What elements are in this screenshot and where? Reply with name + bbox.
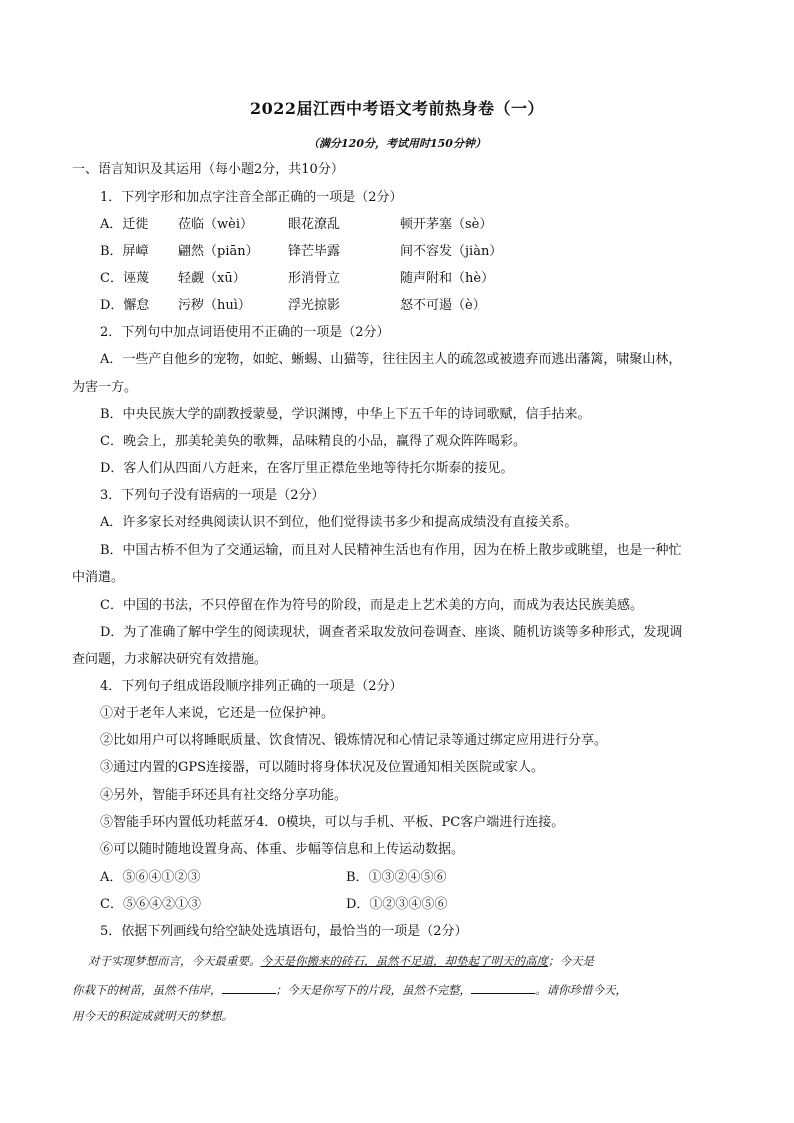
q5-passage-part3: 。请你珍惜今天，: [535, 983, 627, 997]
q5-blank-2: [471, 981, 535, 994]
q5-passage-lead: 对于实现梦想而言，今天最重要。: [88, 954, 261, 968]
q4-sentence-3: ③通过内置的GPS连接器，可以随时将身体状况及位置通知相关医院或家人。: [100, 760, 545, 775]
q3-stem: 3．下列句子没有语病的一项是（2分）: [100, 488, 325, 503]
q3-option-c: C．中国的书法，不只停留在作为符号的阶段，而是走上艺术美的方向，而成为表达民族美感。: [100, 598, 643, 613]
q4-sentence-2: ②比如用户可以将睡眠质量、饮食情况、锻炼情况和心情记录等通过绑定应用进行分享。: [100, 733, 608, 748]
q1-b-word2: 翩然（piān）: [178, 244, 259, 259]
q4-option-a: A．⑤⑥④①②③: [100, 870, 201, 885]
q1-c-word1: C．诬蔑: [100, 271, 149, 286]
q5-passage-part1: 你栽下的树苗，虽然不伟岸，: [72, 983, 222, 997]
q4-stem: 4．下列句子组成语段顺序排列正确的一项是（2分）: [100, 679, 403, 694]
q4-sentence-5: ⑤智能手环内置低功耗蓝牙4．0模块，可以与手机、平板、PC客户端进行连接。: [100, 815, 565, 830]
q1-a-word4: 顿开茅塞（sè）: [400, 217, 493, 232]
q1-a-word3: 眼花潦乱: [288, 217, 341, 232]
q1-d-word1: D．懈怠: [100, 298, 150, 313]
q2-option-d: D．客人们从四面八方赶来，在客厅里正襟危坐地等待托尔斯泰的接见。: [100, 461, 514, 476]
q1-b-word3: 锋芒毕露: [288, 244, 341, 259]
q3-option-d-line2: 查问题，力求解决研究有效措施。: [72, 652, 268, 667]
q1-a-word1: A．迁徙: [100, 217, 149, 232]
q5-blank-1: [222, 981, 276, 994]
q4-option-d: D．①②③④⑤⑥: [346, 897, 448, 912]
q1-option-b: [100, 244, 505, 260]
q2-option-a-line2: 为害一方。: [72, 380, 138, 395]
page-subtitle: （满分120分，考试用时150分钟）: [308, 137, 486, 150]
q5-passage-part2: ；今天是你写下的片段，虽然不完整，: [275, 983, 471, 997]
q1-option-a: [100, 217, 505, 233]
q3-option-b-line2: 中消遣。: [72, 570, 125, 585]
q3-option-d-line1: D．为了准确了解中学生的阅读现状，调查者采取发放问卷调查、座谈、随机访谈等多种形式，发现调: [100, 625, 683, 640]
q1-d-word2: 污秽（huì）: [178, 298, 251, 313]
q1-c-word2: 轻觑（xū）: [178, 271, 246, 286]
q4-option-b: B．①③②④⑤⑥: [346, 870, 447, 885]
q2-option-a-line1: A．一些产自他乡的宠物，如蛇、蜥蜴、山猫等，往往因主人的疏忽或被遗弃而逃出藩篱，啸聚山林，: [100, 352, 682, 367]
q1-b-word4: 间不容发（jiàn）: [400, 244, 503, 259]
q1-d-word4: 怒不可遏（è）: [400, 298, 486, 313]
q1-c-word3: 形消骨立: [288, 271, 341, 286]
q1-a-word2: 莅临（wèi）: [178, 217, 253, 232]
page-title: 2022届江西中考语文考前热身卷（一）: [249, 99, 545, 118]
q3-option-b-line1: B．中国古桥不但为了交通运输，而且对人民精神生活也有作用，因为在桥上散步或眺望，也是一种忙: [100, 543, 682, 558]
q1-option-c: [100, 271, 505, 287]
q4-sentence-4: ④另外，智能手环还具有社交络分享功能。: [100, 788, 348, 803]
q5-passage-line1: [72, 953, 594, 969]
q4-sentence-6: ⑥可以随时随地设置身高、体重、步幅等信息和上传运动数据。: [100, 842, 465, 857]
q1-c-word4: 随声附和（hè）: [400, 271, 495, 286]
q2-option-b: B．中央民族大学的副教授蒙曼，学识渊博，中华上下五千年的诗词歌赋，信手拈来。: [100, 407, 591, 422]
q4-sentence-1: ①对于老年人来说，它还是一位保护神。: [100, 706, 335, 721]
q5-passage-cont: ；今天是: [548, 954, 594, 968]
q4-option-c: C．⑤⑥④②①③: [100, 897, 201, 912]
section-heading: 一、语言知识及其运用（每小题2分，共10分）: [72, 162, 344, 177]
q5-passage-line2: [72, 981, 627, 998]
q1-stem: 1．下列字形和加点字注音全部正确的一项是（2分）: [100, 190, 403, 205]
q5-stem: 5．依据下列画线句给空缺处选填语句，最恰当的一项是（2分）: [100, 924, 468, 939]
q1-b-word1: B．屏嶂: [100, 244, 149, 259]
q2-option-c: C．晚会上，那美轮美奂的歌舞，品味精良的小品，赢得了观众阵阵喝彩。: [100, 434, 526, 449]
q5-underlined-sentence: 今天是你搬来的砖石，虽然不足道，却垫起了明天的高度: [260, 954, 548, 968]
q3-option-a: A．许多家长对经典阅读认识不到位，他们觉得读书多少和提高成绩没有直接关系。: [100, 515, 578, 530]
q1-d-word3: 浮光掠影: [288, 298, 341, 313]
q2-stem: 2．下列句中加点词语使用不正确的一项是（2分）: [100, 325, 390, 340]
q1-option-d: [100, 298, 505, 314]
q5-passage-line3: 用今天的积淀成就明天的梦想。: [72, 1009, 233, 1023]
